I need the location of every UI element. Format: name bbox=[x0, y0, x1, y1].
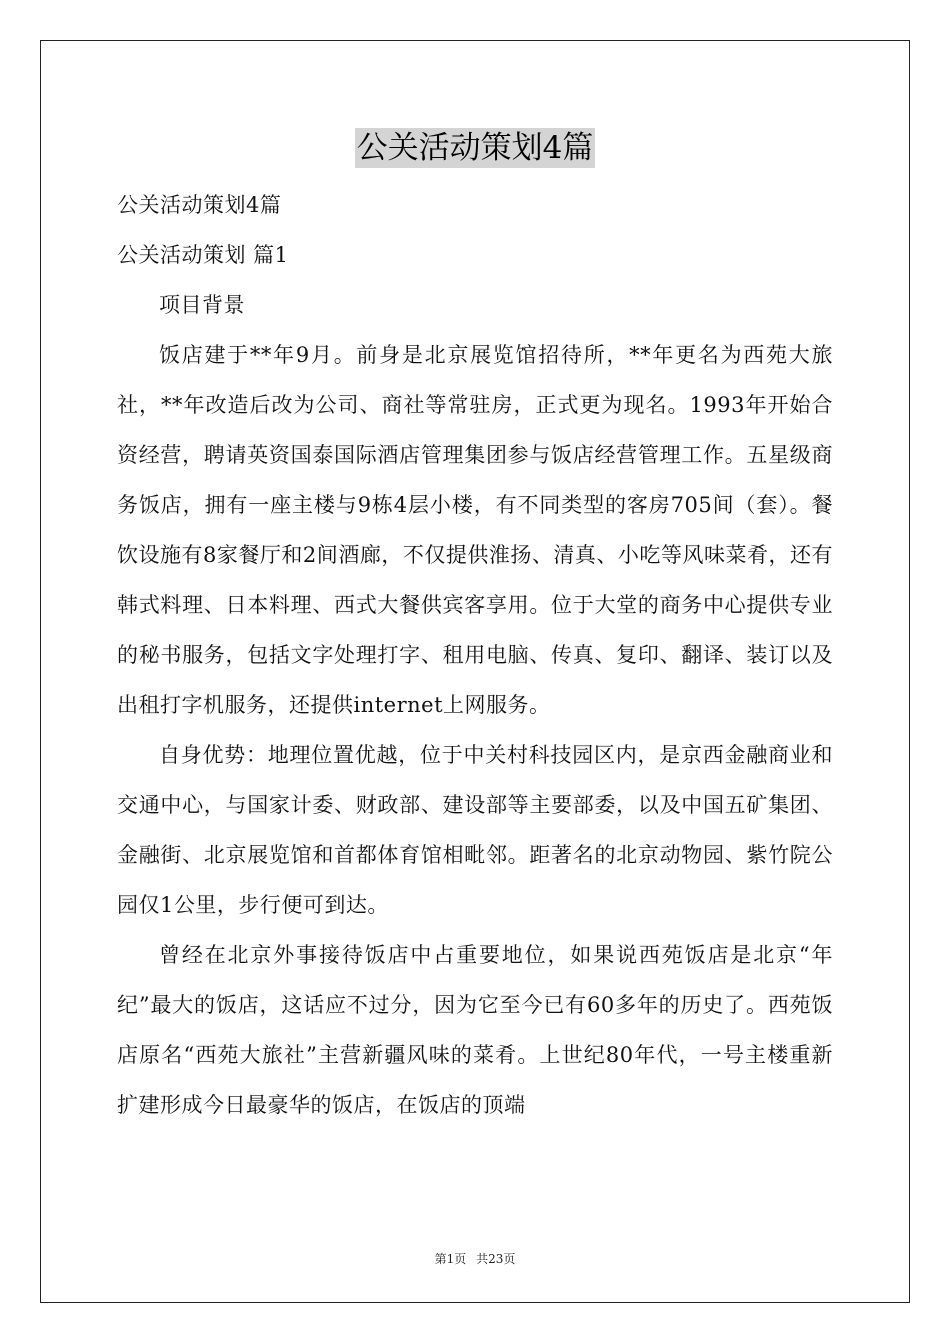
document-title: 公关活动策划4篇 bbox=[356, 130, 594, 166]
document-subtitle: 公关活动策划4篇 bbox=[117, 193, 282, 217]
page-footer bbox=[0, 1251, 950, 1267]
paragraph-hotel-history: 饭店建于**年9月。前身是北京展览馆招待所，**年更名为西苑大旅社，**年改造后改为公司、商社等常驻房，正式更为现名。1993年开始合资经营，聘请英资国泰国际酒店管理集团参与饭店经营管理工作。五星级商务饭店，拥有一座主楼与9栋4层小楼，有不同类型的客房705间（套）。餐饮设施有8家餐厅和2间酒廊，不仅提供淮扬、清真、小吃等风味菜肴，还有韩式料理、日本料理、西式大餐供宾客享用。位于大堂的商务中心提供专业的秘书服务，包括文字处理打字、租用电脑、传真、复印、翻译、装订以及出租打字机服务，还提供internet上网服务。 bbox=[117, 343, 833, 717]
document-body bbox=[117, 180, 833, 1130]
page-number: 第1页 bbox=[434, 1252, 467, 1266]
paragraph-heading-project-background: 项目背景 bbox=[159, 293, 245, 317]
page-total: 共23页 bbox=[476, 1252, 516, 1266]
title-container bbox=[0, 128, 950, 168]
paragraph-status: 曾经在北京外事接待饭店中占重要地位，如果说西苑饭店是北京“年纪”最大的饭店，这话应不过分，因为它至今已有60多年的历史了。西苑饭店原名“西苑大旅社”主营新疆风味的菜肴。上世纪80年代，一号主楼重新扩建形成今日最豪华的饭店，在饭店的顶端 bbox=[117, 943, 833, 1117]
section-heading: 公关活动策划 篇1 bbox=[117, 243, 289, 267]
paragraph-advantages: 自身优势：地理位置优越，位于中关村科技园区内，是京西金融商业和交通中心，与国家计委、财政部、建设部等主要部委，以及中国五矿集团、金融街、北京展览馆和首都体育馆相毗邻。距著名的北京动物园、紫竹院公园仅1公里，步行便可到达。 bbox=[117, 743, 833, 917]
